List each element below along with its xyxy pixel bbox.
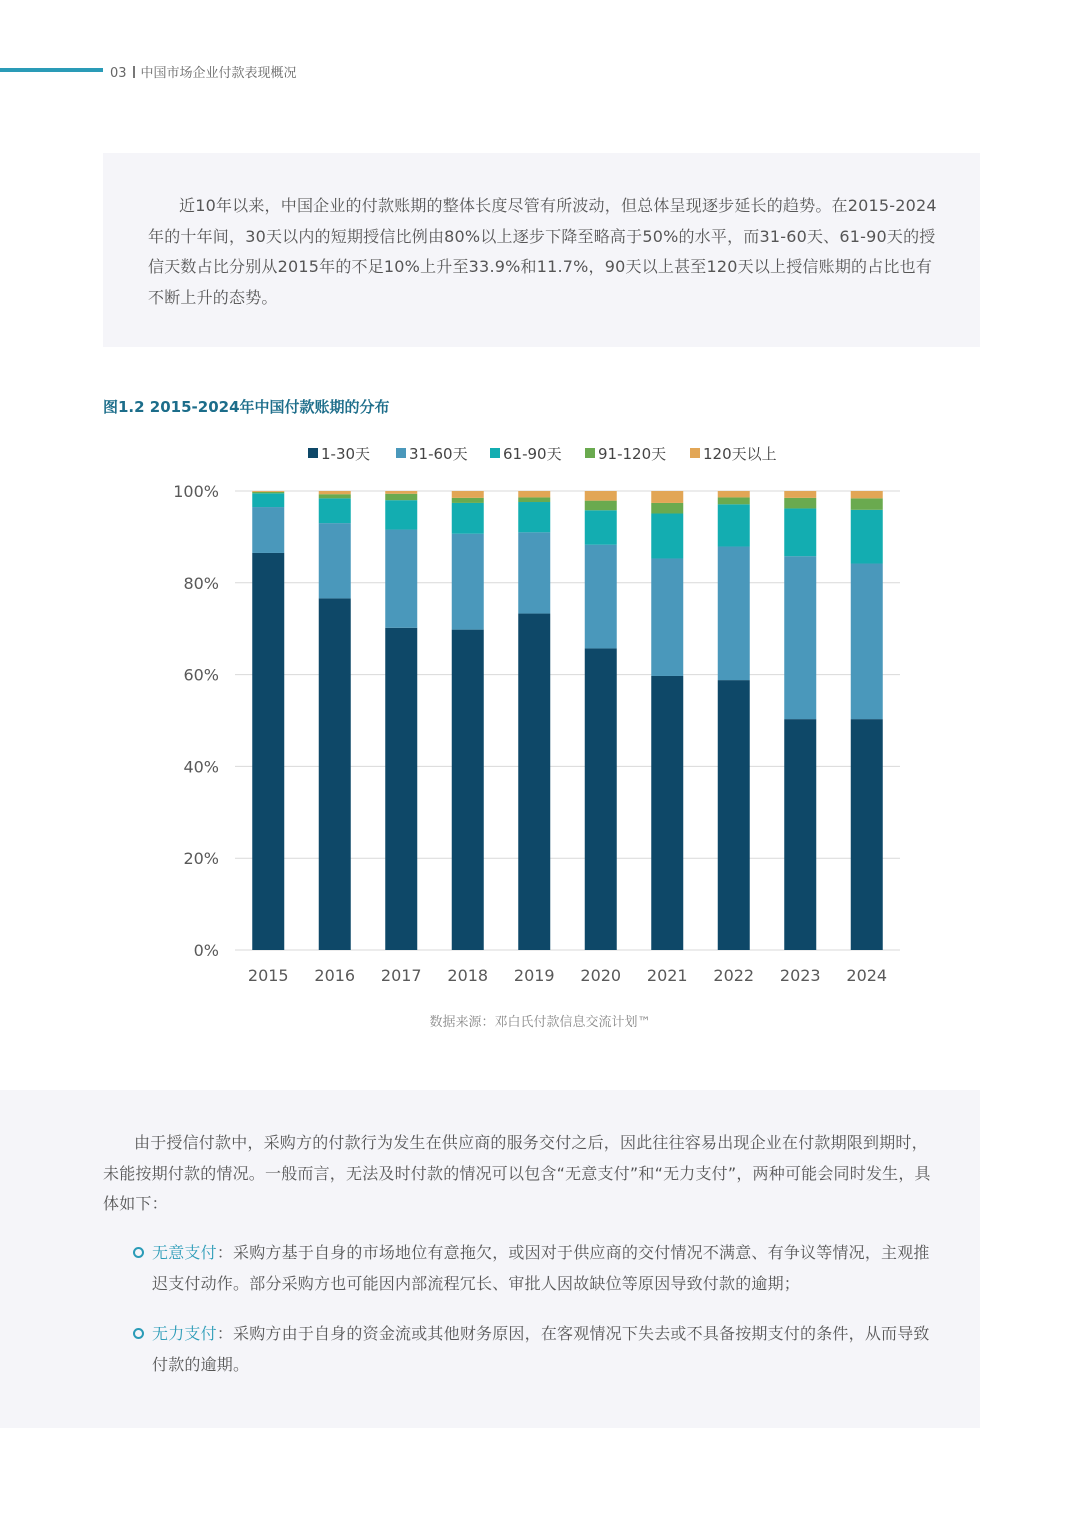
bar-segment: [851, 498, 883, 509]
x-tick-label: 2023: [779, 966, 821, 985]
bar-segment: [585, 510, 617, 544]
bar-segment: [385, 530, 417, 628]
legend-label: 61-90天: [503, 445, 562, 463]
legend-label: 1-30天: [321, 445, 371, 463]
bullet-item: [133, 1319, 938, 1380]
bar-segment: [651, 491, 683, 503]
bar-segment: [385, 628, 417, 950]
legend-label: 120天以上: [703, 445, 777, 463]
bar-segment: [518, 532, 550, 613]
legend-swatch: [396, 448, 406, 458]
y-tick-label: 40%: [183, 757, 219, 777]
bullet-text: ：采购方由于自身的资金流或其他财务原因，在客观情况下失去或不具备按期支付的条件，从而导致付款的逾期。: [152, 1324, 930, 1374]
figure-title: 图1.2 2015-2024年中国付款账期的分布: [103, 398, 390, 416]
bar-segment: [319, 523, 351, 598]
x-tick-label: 2019: [513, 966, 555, 985]
bar-segment: [784, 556, 816, 719]
bar-segment: [252, 492, 284, 493]
x-tick-label: 2016: [314, 966, 356, 985]
x-tick-label: 2020: [580, 966, 622, 985]
x-tick-label: 2021: [646, 966, 688, 985]
bar-segment: [252, 507, 284, 553]
bar-segment: [452, 491, 484, 498]
bullet-circle-icon: [133, 1247, 144, 1258]
x-tick-label: 2018: [447, 966, 489, 985]
bar-segment: [252, 553, 284, 950]
bar-segment: [252, 491, 284, 492]
bar-segment: [718, 547, 750, 681]
bar-segment: [651, 558, 683, 676]
intro-box: [103, 153, 980, 347]
x-tick-label: 2022: [713, 966, 755, 985]
bar-segment: [452, 498, 484, 503]
y-tick-label: 60%: [183, 665, 219, 685]
bar-segment: [851, 719, 883, 950]
section-title: 中国市场企业付款表现概况: [140, 66, 297, 81]
bar-segment: [252, 493, 284, 507]
bullet-text: ：采购方基于自身的市场地位有意拖欠，或因对于供应商的交付情况不满意、有争议等情况，主观推迟支付动作。部分采购方也可能因内部流程冗长、审批人因故缺位等原因导致付款的逾期；: [152, 1243, 930, 1293]
bullet-item: [133, 1238, 938, 1299]
bullet-circle-icon: [133, 1328, 144, 1339]
x-tick-label: 2017: [380, 966, 422, 985]
x-tick-label: 2024: [846, 966, 888, 985]
data-source: 数据来源：邓白氏付款信息交流计划™: [429, 1015, 651, 1030]
legend-swatch: [490, 448, 500, 458]
bullet-term: 无力支付: [152, 1324, 217, 1343]
bar-segment: [518, 614, 550, 950]
stacked-bar-chart: [160, 430, 920, 1000]
bar-segment: [385, 494, 417, 500]
bar-segment: [851, 564, 883, 720]
bar-segment: [385, 491, 417, 494]
bar-segment: [784, 719, 816, 950]
bar-segment: [718, 680, 750, 950]
legend-swatch: [690, 448, 700, 458]
bar-segment: [651, 513, 683, 558]
bar-segment: [651, 503, 683, 514]
bar-segment: [784, 491, 816, 498]
y-tick-label: 80%: [183, 573, 219, 593]
bar-segment: [518, 497, 550, 502]
bar-segment: [518, 491, 550, 497]
bar-segment: [518, 502, 550, 532]
bar-segment: [319, 598, 351, 950]
legend-label: 91-120天: [598, 445, 667, 463]
legend-swatch: [585, 448, 595, 458]
bar-segment: [585, 648, 617, 950]
page-number: 03: [110, 66, 127, 81]
bar-segment: [319, 494, 351, 498]
bar-segment: [452, 503, 484, 534]
bar-segment: [851, 510, 883, 564]
y-tick-label: 0%: [193, 941, 219, 960]
bar-segment: [718, 497, 750, 504]
y-tick-label: 100%: [173, 482, 219, 501]
bar-segment: [452, 630, 484, 950]
y-tick-label: 20%: [183, 849, 219, 869]
body-paragraph: 由于授信付款中，采购方的付款行为发生在供应商的服务交付之后，因此往往容易出现企业在付款期限到期时，未能按期付款的情况。一般而言，无法及时付款的情况可以包含“无意支付”和“无力支付”，两种可能会同时发生，具体如下：: [103, 1133, 931, 1213]
intro-paragraph: 近10年以来，中国企业的付款账期的整体长度尽管有所波动，但总体呈现逐步延长的趋势。在2015-2024年的十年间，30天以内的短期授信比例由80%以上逐步下降至略高于50%的水平，而31-60天、61-90天的授信天数占比分别从2015年的不足10%上升至33.9%和11.7%，90天以上甚至120天以上授信账期的占比也有不断上升的态势。: [148, 196, 937, 307]
bar-segment: [319, 498, 351, 523]
bar-segment: [651, 676, 683, 950]
legend-swatch: [308, 448, 318, 458]
header-divider: [133, 66, 135, 78]
bar-segment: [784, 508, 816, 556]
bar-segment: [585, 501, 617, 511]
page-header: [110, 62, 297, 81]
bar-segment: [585, 545, 617, 649]
bullet-term: 无意支付: [152, 1243, 217, 1262]
bar-segment: [718, 491, 750, 497]
bar-segment: [784, 498, 816, 509]
header-accent-bar: [0, 68, 103, 72]
bar-segment: [319, 491, 351, 494]
bar-segment: [851, 491, 883, 498]
x-tick-label: 2015: [247, 966, 289, 985]
bar-segment: [585, 491, 617, 501]
legend-label: 31-60天: [409, 445, 468, 463]
body-box: [0, 1090, 980, 1428]
bar-segment: [452, 534, 484, 630]
bar-segment: [385, 500, 417, 529]
bar-segment: [718, 504, 750, 546]
